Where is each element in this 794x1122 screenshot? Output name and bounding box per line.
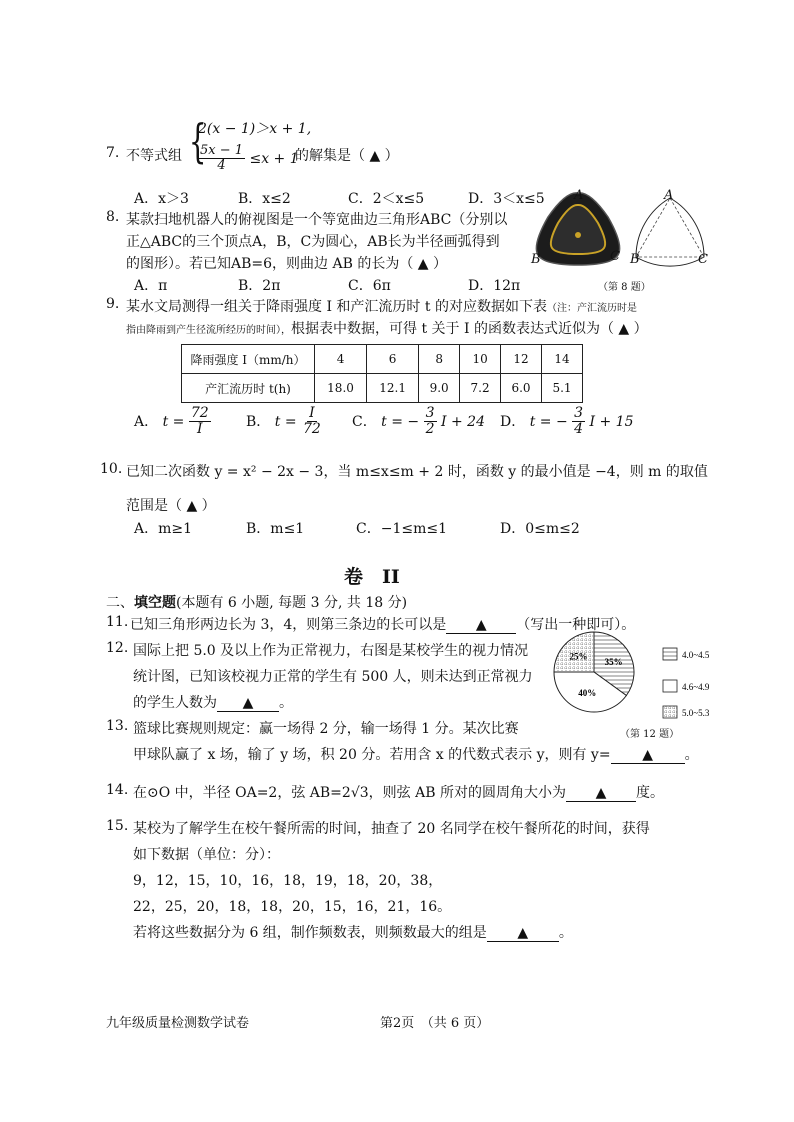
table-cell: 12 <box>501 345 542 374</box>
q9-option-c-fraction <box>424 406 437 438</box>
q15-line-1: 某校为了解学生在校午餐所需的时间，抽查了 20 名同学在校午餐所花的时间，获得 <box>133 821 650 837</box>
q7-inequality-1: 2(x − 1)＞x + 1, <box>198 121 312 137</box>
q8-photo-label-c: C <box>610 249 620 264</box>
q10-option-d: D．0≤m≤2 <box>500 521 580 537</box>
q11-answer-blank[interactable]: ▲ <box>446 617 516 634</box>
q12-number: 12. <box>106 640 129 656</box>
q9-option-d-right: I + 15 <box>589 413 634 430</box>
fraction-numerator: 72 <box>190 405 209 421</box>
q9-line-2-text: 根据表中数据，可得 t 关于 I 的函数表达式近似为（ ▲ ） <box>291 321 648 337</box>
q7-option-d: D．3＜x≤5 <box>468 191 545 207</box>
q10-number: 10. <box>100 461 123 477</box>
table-row <box>182 345 583 374</box>
q14-line <box>133 782 664 802</box>
q12-line-3-text: 的学生人数为 <box>133 695 217 711</box>
pie-slice-label: 25% <box>569 651 588 662</box>
table-cell: 5.1 <box>542 374 583 403</box>
q7-text-after: 的解集是（ ▲ ） <box>295 148 399 164</box>
legend-label: 4.0~4.5 <box>682 650 710 660</box>
q10-line-1: 已知二次函数 y = x² − 2x − 3，当 m≤x≤m + 2 时，函数 y 的最小值是 −4，则 m 的取值 <box>126 464 708 480</box>
q8-line-1: 某款扫地机器人的俯视图是一个等宽曲边三角形ABC（分别以 <box>126 212 508 228</box>
table-header-cell: 产汇流历时 t(h) <box>182 374 315 403</box>
legend-swatch <box>663 648 677 660</box>
q10-option-b: B．m≤1 <box>246 521 305 537</box>
q9-option-c <box>352 406 485 438</box>
q15-number: 15. <box>106 818 129 834</box>
q15-line-5-text: 若将这些数据分为 6 组，制作频数表，则频数最大的组是 <box>133 925 487 941</box>
q9-line-1-text: 某水文局测得一组关于降雨强度 I 和产汇流历时 t 的对应数据如下表 <box>126 299 547 315</box>
q15-line-2: 如下数据（单位：分）： <box>133 847 280 863</box>
footer-left: 九年级质量检测数学试卷 <box>106 1016 250 1031</box>
q9-option-d <box>500 406 634 438</box>
q14-number: 14. <box>106 782 129 798</box>
q12-line-3 <box>133 692 293 712</box>
q10-option-a: A．m≥1 <box>134 521 193 537</box>
q9-option-c-left: t = − <box>381 413 420 430</box>
q15-line-5 <box>133 922 573 942</box>
fraction-numerator: 3 <box>425 405 435 421</box>
q9-option-d-left: t = − <box>529 413 568 430</box>
q11-tail: （写出一种即可）。 <box>516 617 636 633</box>
pie-slices <box>554 632 634 712</box>
q8-line-3: 的图形）。若已知AB=6，则曲边 AB 的长为（ ▲ ） <box>126 256 448 272</box>
q13-line-2-text: 甲球队赢了 x 场，输了 y 场，积 20 分。若用含 x 的代数式表示 y，则有 y= <box>133 747 611 763</box>
q10-line-2: 范围是（ ▲ ） <box>126 498 216 514</box>
q8-photo-label-b: B <box>531 252 541 267</box>
q15-answer-blank[interactable]: ▲ <box>487 925 559 942</box>
q13-answer-blank[interactable]: ▲ <box>611 747 685 764</box>
q9-option-a <box>134 406 211 438</box>
table-cell: 4 <box>315 345 367 374</box>
table-cell: 9.0 <box>419 374 460 403</box>
fraction-numerator: 3 <box>574 405 584 421</box>
q7-inequality-2 <box>198 144 299 174</box>
q12-answer-blank[interactable]: ▲ <box>217 695 279 712</box>
q7-option-b: B．x≤2 <box>238 191 291 207</box>
section-2-header-bold: 填空题 <box>134 595 176 611</box>
q14-answer-blank[interactable]: ▲ <box>566 785 636 802</box>
q8-line-2: 正△ABC的三个顶点A，B，C为圆心，AB长为半径画弧得到 <box>126 234 500 250</box>
q7-text-before: 不等式组 <box>126 148 182 164</box>
table-header-cell: 降雨强度 I（mm/h） <box>182 345 315 374</box>
q7-option-a: A．x＞3 <box>134 191 189 207</box>
q8-photo-label-a: A <box>574 188 584 203</box>
q9-note-1: （注：产汇流历时是 <box>546 303 637 314</box>
section-2-title: 卷 II <box>344 566 400 588</box>
section-2-header <box>106 592 407 612</box>
q9-option-c-right: I + 24 <box>441 413 485 430</box>
table-cell: 10 <box>460 345 501 374</box>
q9-line-2 <box>126 318 648 338</box>
q12-line-1: 国际上把 5.0 及以上作为正常视力，右图是某校学生的视力情况 <box>133 643 529 659</box>
q8-number: 8. <box>106 209 120 225</box>
q8-figure-caption: （第 8 题） <box>598 282 651 293</box>
q9-option-c-label: C． <box>352 413 377 430</box>
q13-number: 13. <box>106 718 129 734</box>
q10-option-c: C．−1≤m≤1 <box>356 521 447 537</box>
q15-tail: 。 <box>558 925 573 941</box>
q9-option-a-label: A． <box>134 413 159 430</box>
q9-number: 9. <box>106 296 120 312</box>
q14-tail: 度。 <box>635 785 664 801</box>
footer-page-number: 第2页 （共 6 页） <box>380 1016 490 1031</box>
legend-label: 5.0~5.3 <box>682 708 710 718</box>
q8-option-d: D．12π <box>468 278 521 294</box>
q8-triangle-label-b: B <box>630 252 640 267</box>
table-cell: 12.1 <box>367 374 419 403</box>
q7-ineq2-rest: ≤x + 1 <box>249 150 299 167</box>
table-cell: 7.2 <box>460 374 501 403</box>
q9-option-b-fraction <box>301 406 323 438</box>
q7-brace: { <box>188 114 207 168</box>
q9-option-d-label: D． <box>500 413 526 430</box>
fraction-denominator: I <box>196 421 203 438</box>
q8-option-c: C．6π <box>348 278 391 294</box>
q9-option-d-fraction <box>572 406 585 438</box>
table-cell: 8 <box>419 345 460 374</box>
pie-legend <box>663 648 710 718</box>
table-cell: 6 <box>367 345 419 374</box>
q9-data-table <box>181 344 583 403</box>
q7-ineq2-denominator: 4 <box>217 158 226 174</box>
q9-option-a-fraction <box>189 406 211 438</box>
q15-line-3: 9，12，15，10，16，18，19，18，20，38， <box>133 873 443 889</box>
fraction-numerator: I <box>309 405 315 421</box>
section-2-header-prefix: 二、 <box>106 595 134 611</box>
section-2-header-rest: (本题有 6 小题, 每题 3 分, 共 18 分) <box>176 595 408 611</box>
q11-number: 11. <box>106 614 129 630</box>
q9-option-b <box>246 406 323 438</box>
q15-line-4: 22，25，20，18，18，20，15，16，21，16。 <box>133 899 452 915</box>
legend-label: 4.6~4.9 <box>682 682 710 692</box>
table-cell: 14 <box>542 345 583 374</box>
table-cell: 6.0 <box>501 374 542 403</box>
q8-triangle-label-c: C <box>698 252 708 267</box>
q7-ineq2-numerator: 5x − 1 <box>200 143 244 158</box>
pie-slice-label: 40% <box>578 687 597 698</box>
q7-option-c: C．2＜x≤5 <box>348 191 425 207</box>
q7-number: 7. <box>106 145 120 161</box>
q8-triangle-label-a: A <box>664 188 674 203</box>
q8-option-a: A．π <box>134 278 168 294</box>
vision-pie-chart <box>552 626 722 726</box>
fraction-denominator: 2 <box>425 421 435 438</box>
fraction-denominator: 4 <box>574 421 584 438</box>
table-row <box>182 374 583 403</box>
table-cell: 18.0 <box>315 374 367 403</box>
q9-option-a-left: t = <box>162 413 185 430</box>
q13-line-2 <box>133 744 699 764</box>
q12-line-2: 统计图，已知该校视力正常的学生有 500 人，则未达到正常视力 <box>133 669 533 685</box>
q9-option-b-left: t = <box>274 413 297 430</box>
legend-swatch <box>663 706 677 718</box>
q13-tail: 。 <box>684 747 699 763</box>
pie-slice-label: 35% <box>604 657 623 668</box>
q9-option-b-label: B． <box>246 413 271 430</box>
q12-tail: 。 <box>279 695 293 711</box>
legend-swatch <box>663 680 677 692</box>
q13-line-1: 篮球比赛规则规定：赢一场得 2 分，输一场得 1 分。某次比赛 <box>133 721 519 737</box>
fraction-denominator: 72 <box>303 421 321 438</box>
q9-line-1 <box>126 296 637 316</box>
q9-note-2: 指由降雨到产生径流所经历的时间）， <box>126 325 291 336</box>
q8-option-b: B．2π <box>238 278 281 294</box>
q14-text: 在⊙O 中，半径 OA=2，弦 AB=2√3，则弦 AB 所对的圆周角大小为 <box>133 785 566 801</box>
q11-text: 已知三角形两边长为 3，4，则第三条边的长可以是 <box>130 617 447 633</box>
q12-figure-caption: （第 12 题） <box>620 729 680 740</box>
